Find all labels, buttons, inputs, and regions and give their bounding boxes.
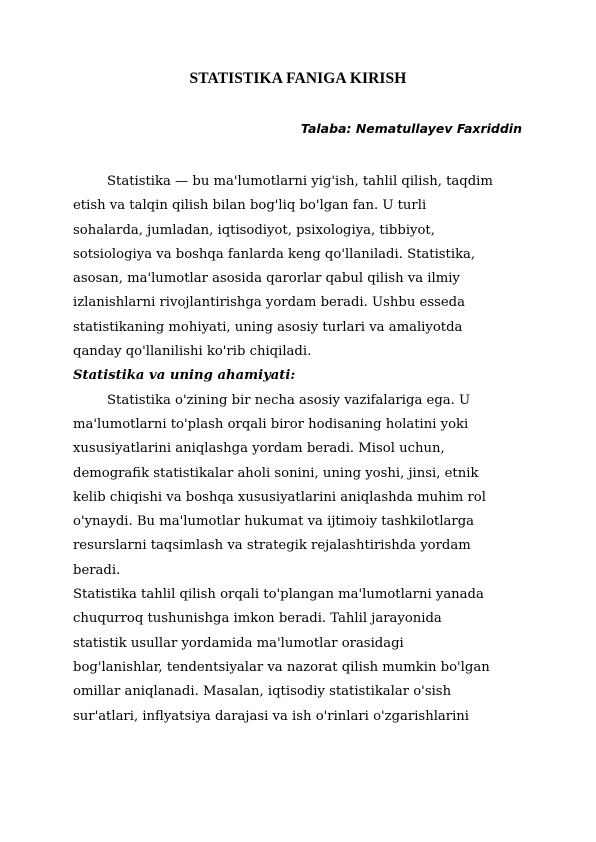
paragraph-line: bog'lanishlar, tendentsiyalar va nazorat qilish mumkin bo'lgan	[73, 659, 490, 675]
intro-line: Statistika — bu ma'lumotlarni yig'ish, tahlil qilish, taqdim	[107, 174, 493, 189]
paragraph-line: kelib chiqishi va boshqa xususiyatlarini aniqlashda muhim rol	[73, 489, 486, 505]
paragraph-line: beradi.	[73, 562, 121, 578]
intro-line: izlanishlarni rivojlantirishga yordam beradi. Ushbu esseda	[73, 295, 465, 311]
paragraph-line: o'ynaydi. Bu ma'lumotlar hukumat va ijtimoiy tashkilotlarga	[73, 514, 475, 530]
intro-line: qanday qo'llanilishi ko'rib chiqiladi.	[73, 344, 312, 360]
intro-line: sotsiologiya va boshqa fanlarda keng qo'llaniladi. Statistika,	[73, 246, 476, 262]
section-heading: Statistika va uning ahamiyati:	[73, 368, 296, 384]
document-title: STATISTIKA FANIGA KIRISH	[189, 70, 407, 87]
intro-line: etish va talqin qilish bilan bog'liq bo'lgan fan. U turli	[73, 198, 427, 214]
intro-line: asosan, ma'lumotlar asosida qarorlar qabul qilish va ilmiy	[73, 271, 460, 287]
paragraph-line: omillar aniqlanadi. Masalan, iqtisodiy statistikalar o'sish	[73, 684, 452, 700]
paragraph-line: Statistika tahlil qilish orqali to'plangan ma'lumotlarni yanada	[73, 587, 484, 603]
paragraph-line: demografik statistikalar aholi sonini, uning yoshi, jinsi, etnik	[73, 465, 479, 481]
intro-paragraph	[73, 170, 533, 364]
author-line: Talaba: Nematullayev Faxriddin	[300, 121, 522, 136]
paragraph-line: statistik usullar yordamida ma'lumotlar orasidagi	[73, 635, 404, 651]
document-body	[73, 170, 533, 729]
intro-line: statistikaning mohiyati, uning asosiy turlari va amaliyotda	[73, 319, 463, 335]
paragraph-line: ma'lumotlarni to'plash orqali biror hodisaning holatini yoki	[73, 416, 469, 432]
paragraph-line: sur'atlari, inflyatsiya darajasi va ish o'rinlari o'zgarishlarini	[73, 708, 470, 724]
paragraph-line: xususiyatlarini aniqlashga yordam beradi. Misol uchun,	[73, 441, 445, 457]
paragraph-line: Statistika o'zining bir necha asosiy vazifalariga ega. U	[107, 392, 471, 408]
body-paragraph-2	[73, 389, 533, 583]
body-paragraph-3	[73, 583, 533, 729]
intro-line: sohalarda, jumladan, iqtisodiyot, psixologiya, tibbiyot,	[73, 222, 435, 238]
paragraph-line: resurslarni taqsimlash va strategik rejalashtirishda yordam	[73, 538, 471, 554]
paragraph-line: chuqurroq tushunishga imkon beradi. Tahlil jarayonida	[73, 611, 442, 627]
